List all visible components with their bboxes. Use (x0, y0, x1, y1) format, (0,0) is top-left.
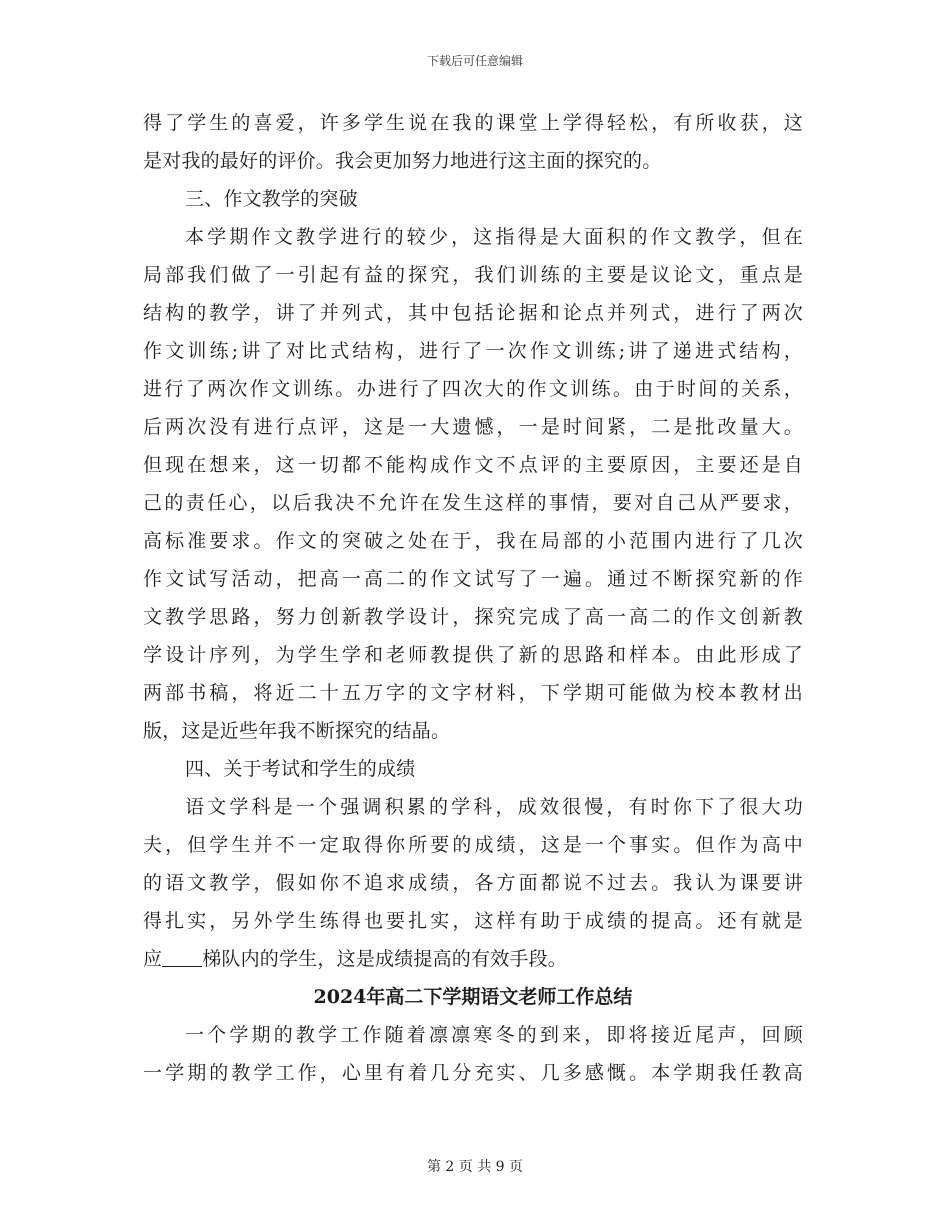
page-footer: 第 2 页 共 9 页 (426, 1159, 524, 1175)
text-line: 高标准要求。作文的突破之处在于，我在局部的小范围内进行了几次 (143, 530, 803, 552)
text-line: 版，这是近些年我不断探究的结晶。 (143, 720, 451, 742)
fill-blank (162, 946, 202, 967)
text-line: 的语文教学，假如你不追求成绩，各方面都说不过去。我认为课要讲 (143, 872, 803, 894)
text-line: 得了学生的喜爱，许多学生说在我的课堂上学得轻松，有所收获，这 (143, 112, 803, 134)
text-line: 结构的教学，讲了并列式，其中包括论据和论点并列式，进行了两次 (143, 302, 803, 324)
text-line: 本学期作文教学进行的较少，这指得是大面积的作文教学，但在 (185, 226, 803, 248)
text-line: 一学期的教学工作，心里有着几分充实、几多感慨。本学期我任教高 (143, 1062, 803, 1084)
text-fragment: 梯队内的学生，这是成绩提高的有效手段。 (202, 948, 568, 970)
text-line: 夫，但学生并不一定取得你所要的成绩，这是一个事实。但作为高中 (143, 834, 803, 856)
text-line-with-blank (143, 940, 803, 978)
text-line: 是对我的最好的评价。我会更加努力地进行这主面的探究的。 (143, 150, 662, 172)
text-line: 学设计序列，为学生学和老师教提供了新的思路和样本。由此形成了 (143, 644, 803, 666)
section-heading: 四、关于考试和学生的成绩 (185, 758, 416, 780)
text-line: 得扎实，另外学生练得也要扎实，这样有助于成绩的提高。还有就是 (143, 910, 803, 932)
text-line: 作文训练;讲了对比式结构，进行了一次作文训练;讲了递进式结构， (143, 340, 803, 362)
text-line: 语文学科是一个强调积累的学科，成效很慢，有时你下了很大功 (185, 796, 803, 818)
text-line: 但现在想来，这一切都不能构成作文不点评的主要原因，主要还是自 (143, 454, 803, 476)
text-line: 两部书稿，将近二十五万字的文字材料，下学期可能做为校本教材出 (143, 682, 803, 704)
text-line: 后两次没有进行点评，这是一大遗憾，一是时间紧，二是批改量大。 (143, 416, 803, 438)
page-header: 下载后可任意编辑 (426, 54, 523, 68)
section-heading: 三、作文教学的突破 (185, 188, 358, 210)
text-line: 局部我们做了一引起有益的探究，我们训练的主要是议论文，重点是 (143, 264, 803, 286)
text-line: 一个学期的教学工作随着凛凛寒冬的到来，即将接近尾声，回顾 (185, 1024, 803, 1046)
text-line: 文教学思路，努力创新教学设计，探究完成了高一高二的作文创新教 (143, 606, 803, 628)
text-line: 己的责任心，以后我决不允许在发生这样的事情，要对自己从严要求， (143, 492, 803, 514)
text-line: 作文试写活动，把高一高二的作文试写了一遍。通过不断探究新的作 (143, 568, 803, 590)
document-title: 2024年高二下学期语文老师工作总结 (313, 986, 633, 1008)
document-body (143, 104, 803, 1092)
text-line: 进行了两次作文训练。办进行了四次大的作文训练。由于时间的关系， (143, 378, 803, 400)
text-fragment: 应 (143, 948, 163, 970)
